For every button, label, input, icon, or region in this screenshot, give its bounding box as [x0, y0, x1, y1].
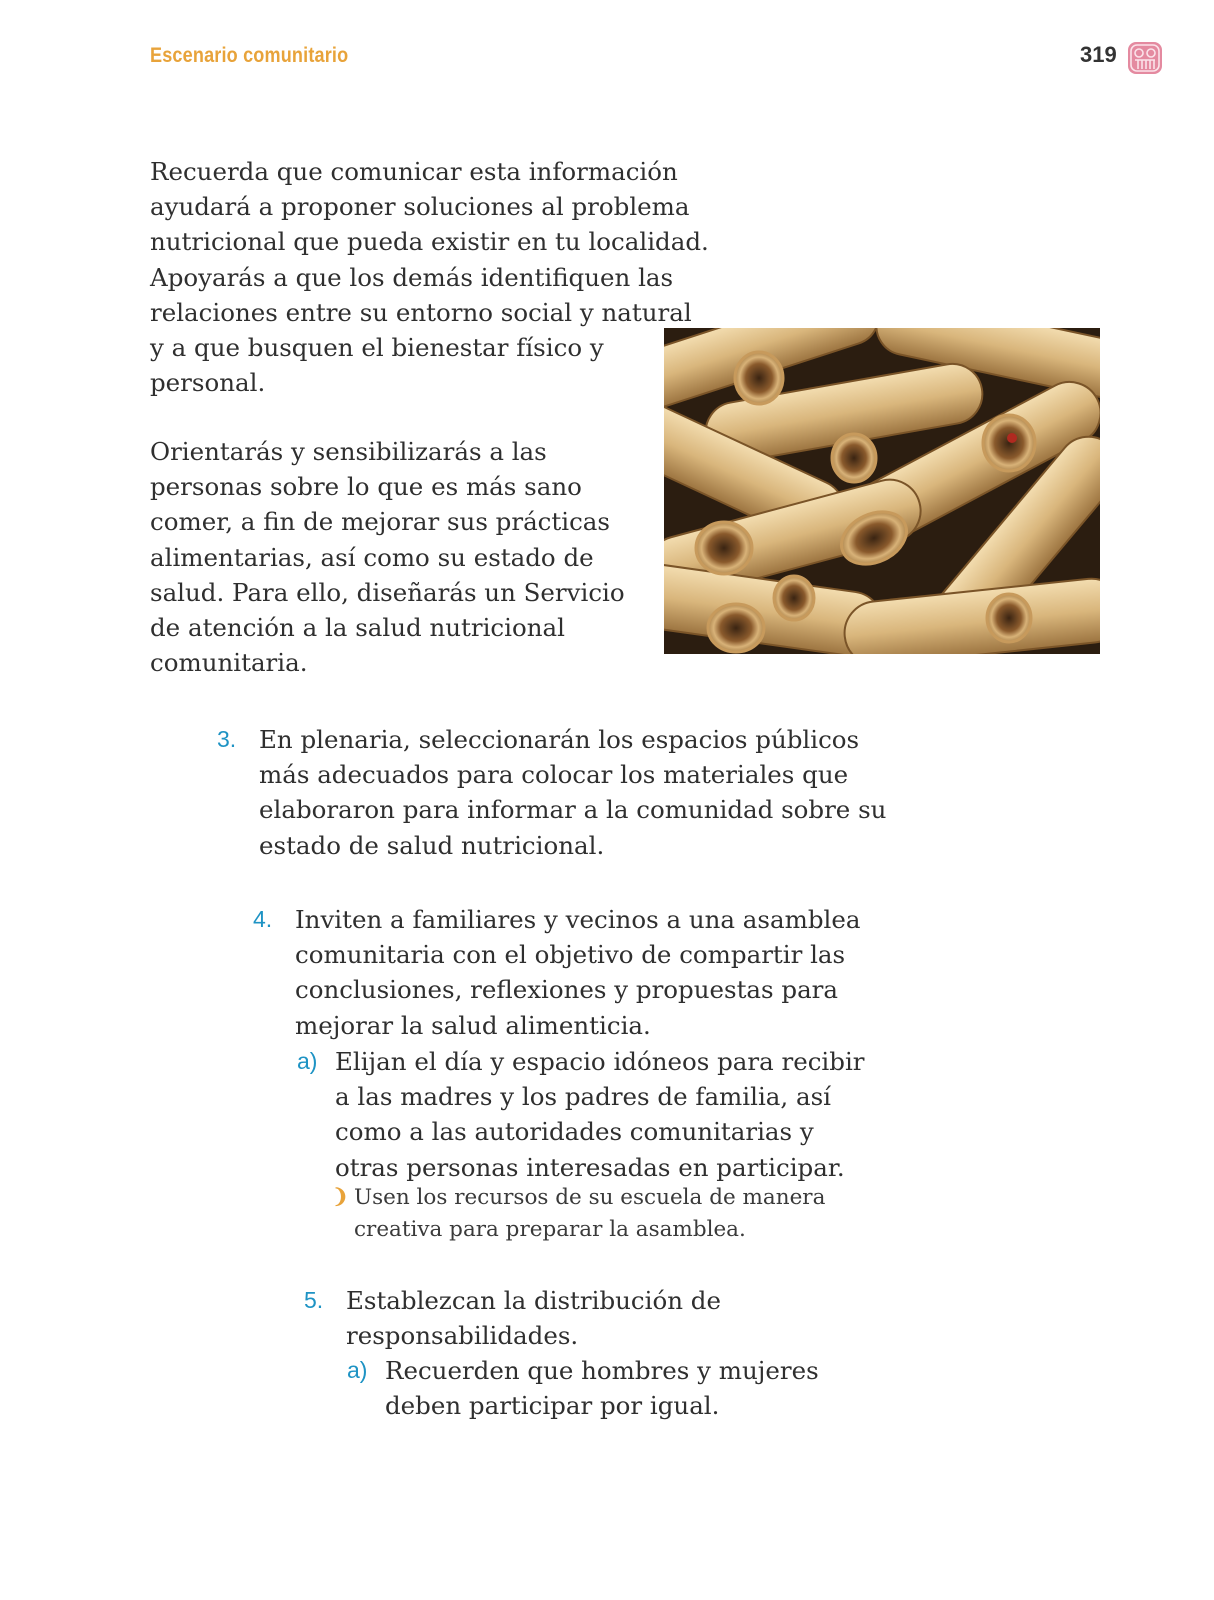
step-number: 5.	[304, 1287, 324, 1313]
step-5-sub-a	[347, 1353, 865, 1423]
section-title: Escenario comunitario	[150, 44, 349, 67]
intro-paragraph-2: Orientarás y sensibilizarás a las personas sobre lo que es más sano comer, a fin de mejorar sus prácticas alimentarias, así como su estado de salud. Para ello, diseñarás un Servicio de atención a la salud nutricional comunitaria.	[150, 437, 625, 678]
sub-item-text: Recuerden que hombres y mujeres deben participar por igual.	[385, 1356, 819, 1421]
step-number: 4.	[253, 906, 273, 932]
aztec-glyph-icon	[1127, 41, 1163, 75]
sub-item-letter: a)	[297, 1048, 318, 1074]
sub-item-text: Elijan el día y espacio idóneos para recibir a las madres y los padres de familia, así como a las autoridades comunitarias y otras personas interesadas en participar.	[335, 1047, 865, 1182]
step-text: Inviten a familiares y vecinos a una asamblea comunitaria con el objetivo de compartir las conclusiones, reflexiones y propuestas para mejorar la salud alimenticia.	[295, 905, 861, 1040]
sub-item-letter: a)	[347, 1357, 368, 1383]
step-number: 3.	[217, 726, 237, 752]
bullet-icon: ❩	[332, 1186, 349, 1208]
step-3	[217, 722, 889, 863]
intro-paragraph-1: Recuerda que comunicar esta información ayudará a proponer soluciones al problema nutricional que pueda existir en tu localidad. Apoyarás a que los demás identifiquen las relaciones entre su entorno social y natural y a que busquen el bienestar físico y personal.	[150, 157, 709, 398]
step-4-bullet	[332, 1182, 874, 1245]
step-text: En plenaria, seleccionarán los espacios públicos más adecuados para colocar los materiales que elaboraron para informar a la comunidad sobre su estado de salud nutricional.	[259, 725, 887, 860]
step-4	[253, 902, 875, 1043]
page-number: 319	[1080, 42, 1117, 67]
bullet-text: Usen los recursos de su escuela de manera creativa para preparar la asamblea.	[354, 1185, 826, 1242]
step-text: Establezcan la distribución de responsabilidades.	[346, 1286, 721, 1351]
fried-rolled-tacos-photo	[664, 328, 1100, 654]
step-4-sub-a	[297, 1044, 875, 1185]
step-5	[304, 1283, 866, 1353]
